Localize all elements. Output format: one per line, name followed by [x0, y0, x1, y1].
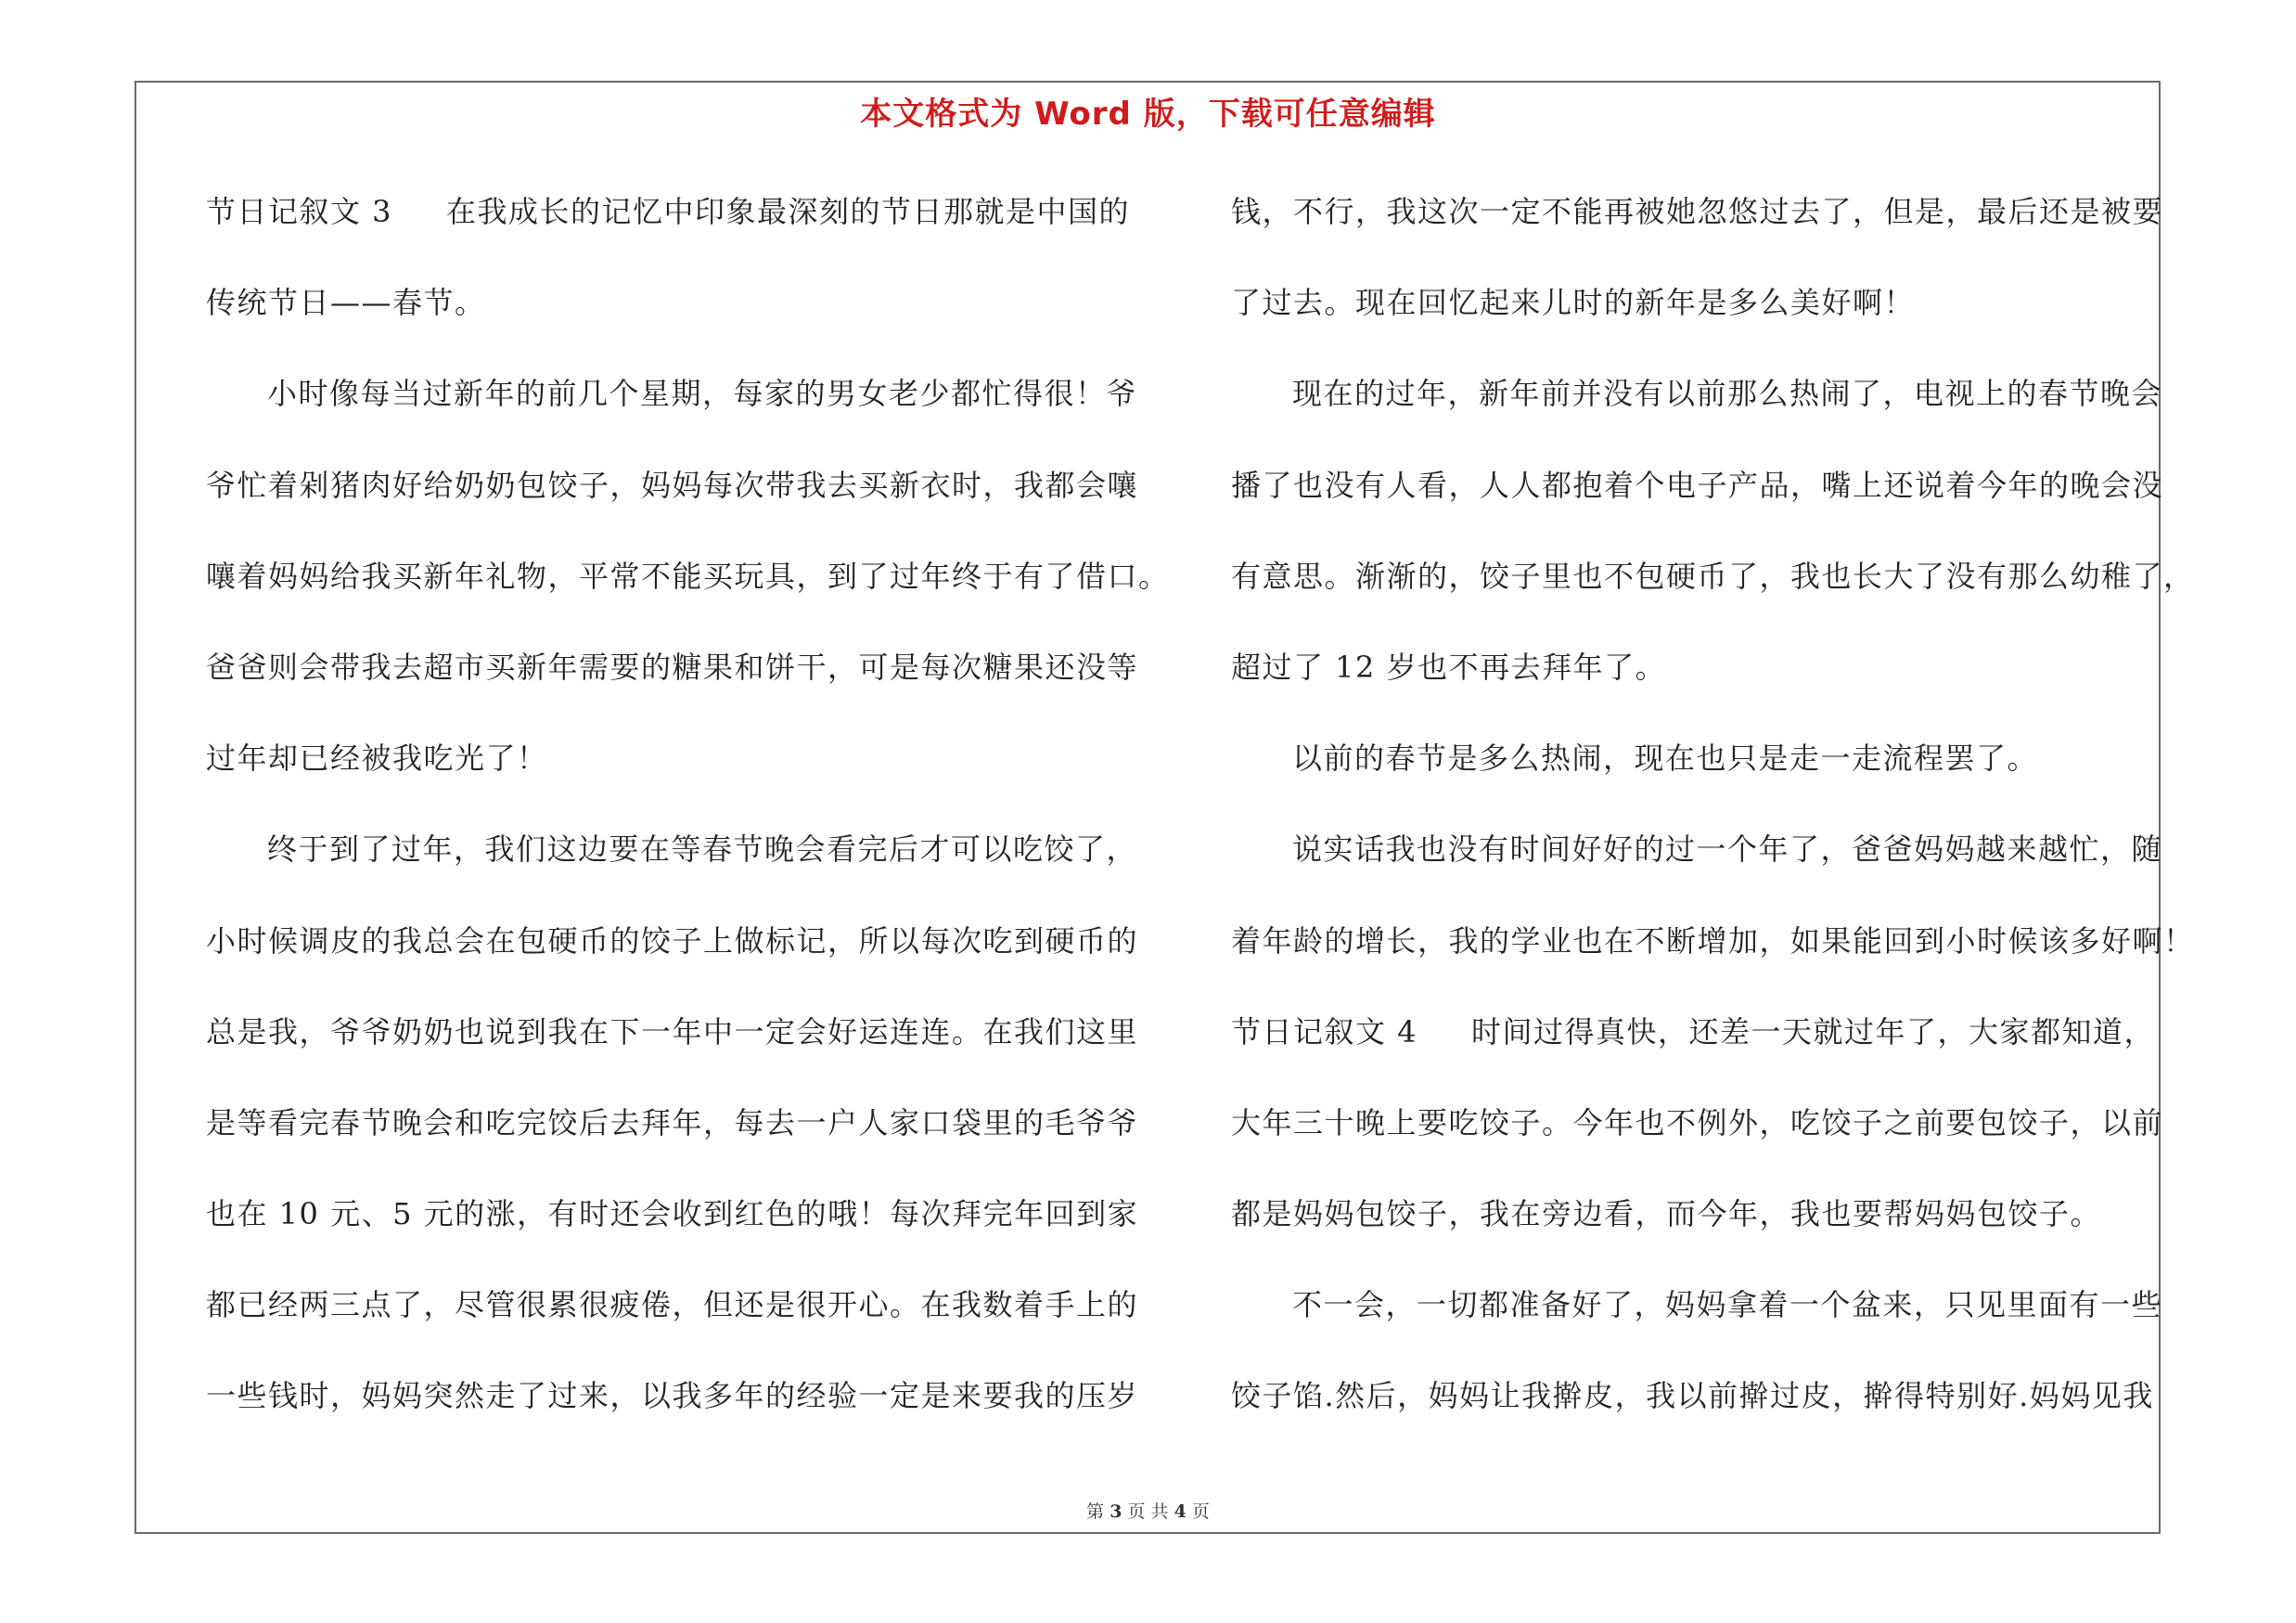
text-line: 说实话我也没有时间好好的过一个年了，爸爸妈妈越来越忙，随	[1292, 831, 2163, 868]
section-title: 节日记叙文 4	[1231, 1013, 1418, 1050]
text-line: 总是我，爷爷奶奶也说到我在下一年中一定会好运连连。在我们这里	[206, 1013, 1139, 1050]
page-footer	[0, 1498, 2296, 1523]
text-line: 播了也没有人看，人人都抱着个电子产品，嘴上还说着今年的晚会没	[1231, 467, 2164, 503]
format-banner: 本文格式为 Word 版，下载可任意编辑	[860, 96, 1436, 133]
section-title: 节日记叙文 3	[206, 194, 393, 229]
text-line: 爸爸则会带我去超市买新年需要的糖果和饼干，可是每次糖果还没等	[206, 649, 1139, 685]
text-line: 过年却已经被我吃光了！	[206, 741, 548, 777]
line-text: 时间过得真快，还差一天就过年了，大家都知道，	[1471, 1013, 2156, 1050]
text-line: 钱，不行，我这次一定不能再被她忽悠过去了，但是，最后还是被要	[1231, 194, 2164, 229]
text-line: 以前的春节是多么热闹，现在也只是走一走流程罢了。	[1292, 741, 2039, 777]
text-line: 传统节日——春节。	[206, 285, 486, 321]
text-line: 饺子馅.然后，妈妈让我擀皮，我以前擀过皮，擀得特别好.妈妈见我	[1231, 1378, 2154, 1414]
left-column	[206, 182, 1170, 1458]
text-line: 着年龄的增长，我的学业也在不断增加，如果能回到小时候该多好啊！	[1231, 922, 2195, 959]
section-heading-line	[206, 182, 1143, 273]
text-line: 都是妈妈包饺子，我在旁边看，而今年，我也要帮妈妈包饺子。	[1231, 1196, 2102, 1232]
text-line: 大年三十晚上要吃饺子。今年也不例外，吃饺子之前要包饺子，以前	[1231, 1104, 2164, 1140]
text-line: 一些钱时，妈妈突然走了过来，以我多年的经验一定是来要我的压岁	[206, 1378, 1139, 1414]
footer-total-pages: 4	[1174, 1501, 1186, 1522]
text-line: 都已经两三点了，尽管很累很疲倦，但还是很开心。在我数着手上的	[206, 1287, 1139, 1323]
text-line: 小时像每当过新年的前几个星期，每家的男女老少都忙得很！爷	[267, 376, 1138, 412]
text-line: 现在的过年，新年前并没有以前那么热闹了，电视上的春节晚会	[1292, 376, 2163, 412]
footer-prefix: 第	[1086, 1501, 1105, 1522]
text-line: 了过去。现在回忆起来儿时的新年是多么美好啊！	[1231, 285, 1916, 321]
text-line: 爷忙着剁猪肉好给奶奶包饺子，妈妈每次带我去买新衣时，我都会嚷	[206, 467, 1139, 503]
text-line: 是等看完春节晚会和吃完饺后去拜年，每去一户人家口袋里的毛爷爷	[206, 1104, 1139, 1140]
text-line: 嚷着妈妈给我买新年礼物，平常不能买玩具，到了过年终于有了借口。	[206, 558, 1170, 594]
line-text: 在我成长的记忆中印象最深刻的节日那就是中国的	[446, 194, 1131, 229]
section-heading-line	[1231, 1002, 2168, 1093]
text-line: 终于到了过年，我们这边要在等春节晚会看完后才可以吃饺了，	[267, 831, 1138, 868]
footer-suffix: 页	[1191, 1501, 1210, 1522]
text-line: 不一会，一切都准备好了，妈妈拿着一个盆来，只见里面有一些	[1292, 1287, 2163, 1323]
footer-page-number: 3	[1110, 1501, 1122, 1522]
text-line: 小时候调皮的我总会在包硬币的饺子上做标记，所以每次吃到硬币的	[206, 922, 1139, 959]
right-column	[1231, 182, 2195, 1458]
footer-middle: 页 共	[1127, 1501, 1169, 1522]
text-line: 超过了 12 岁也不再去拜年了。	[1231, 649, 1667, 685]
text-line: 有意思。渐渐的，饺子里也不包硬币了，我也长大了没有那么幼稚了，	[1231, 558, 2195, 594]
text-line: 也在 10 元、5 元的涨，有时还会收到红色的哦！每次拜完年回到家	[206, 1196, 1139, 1232]
